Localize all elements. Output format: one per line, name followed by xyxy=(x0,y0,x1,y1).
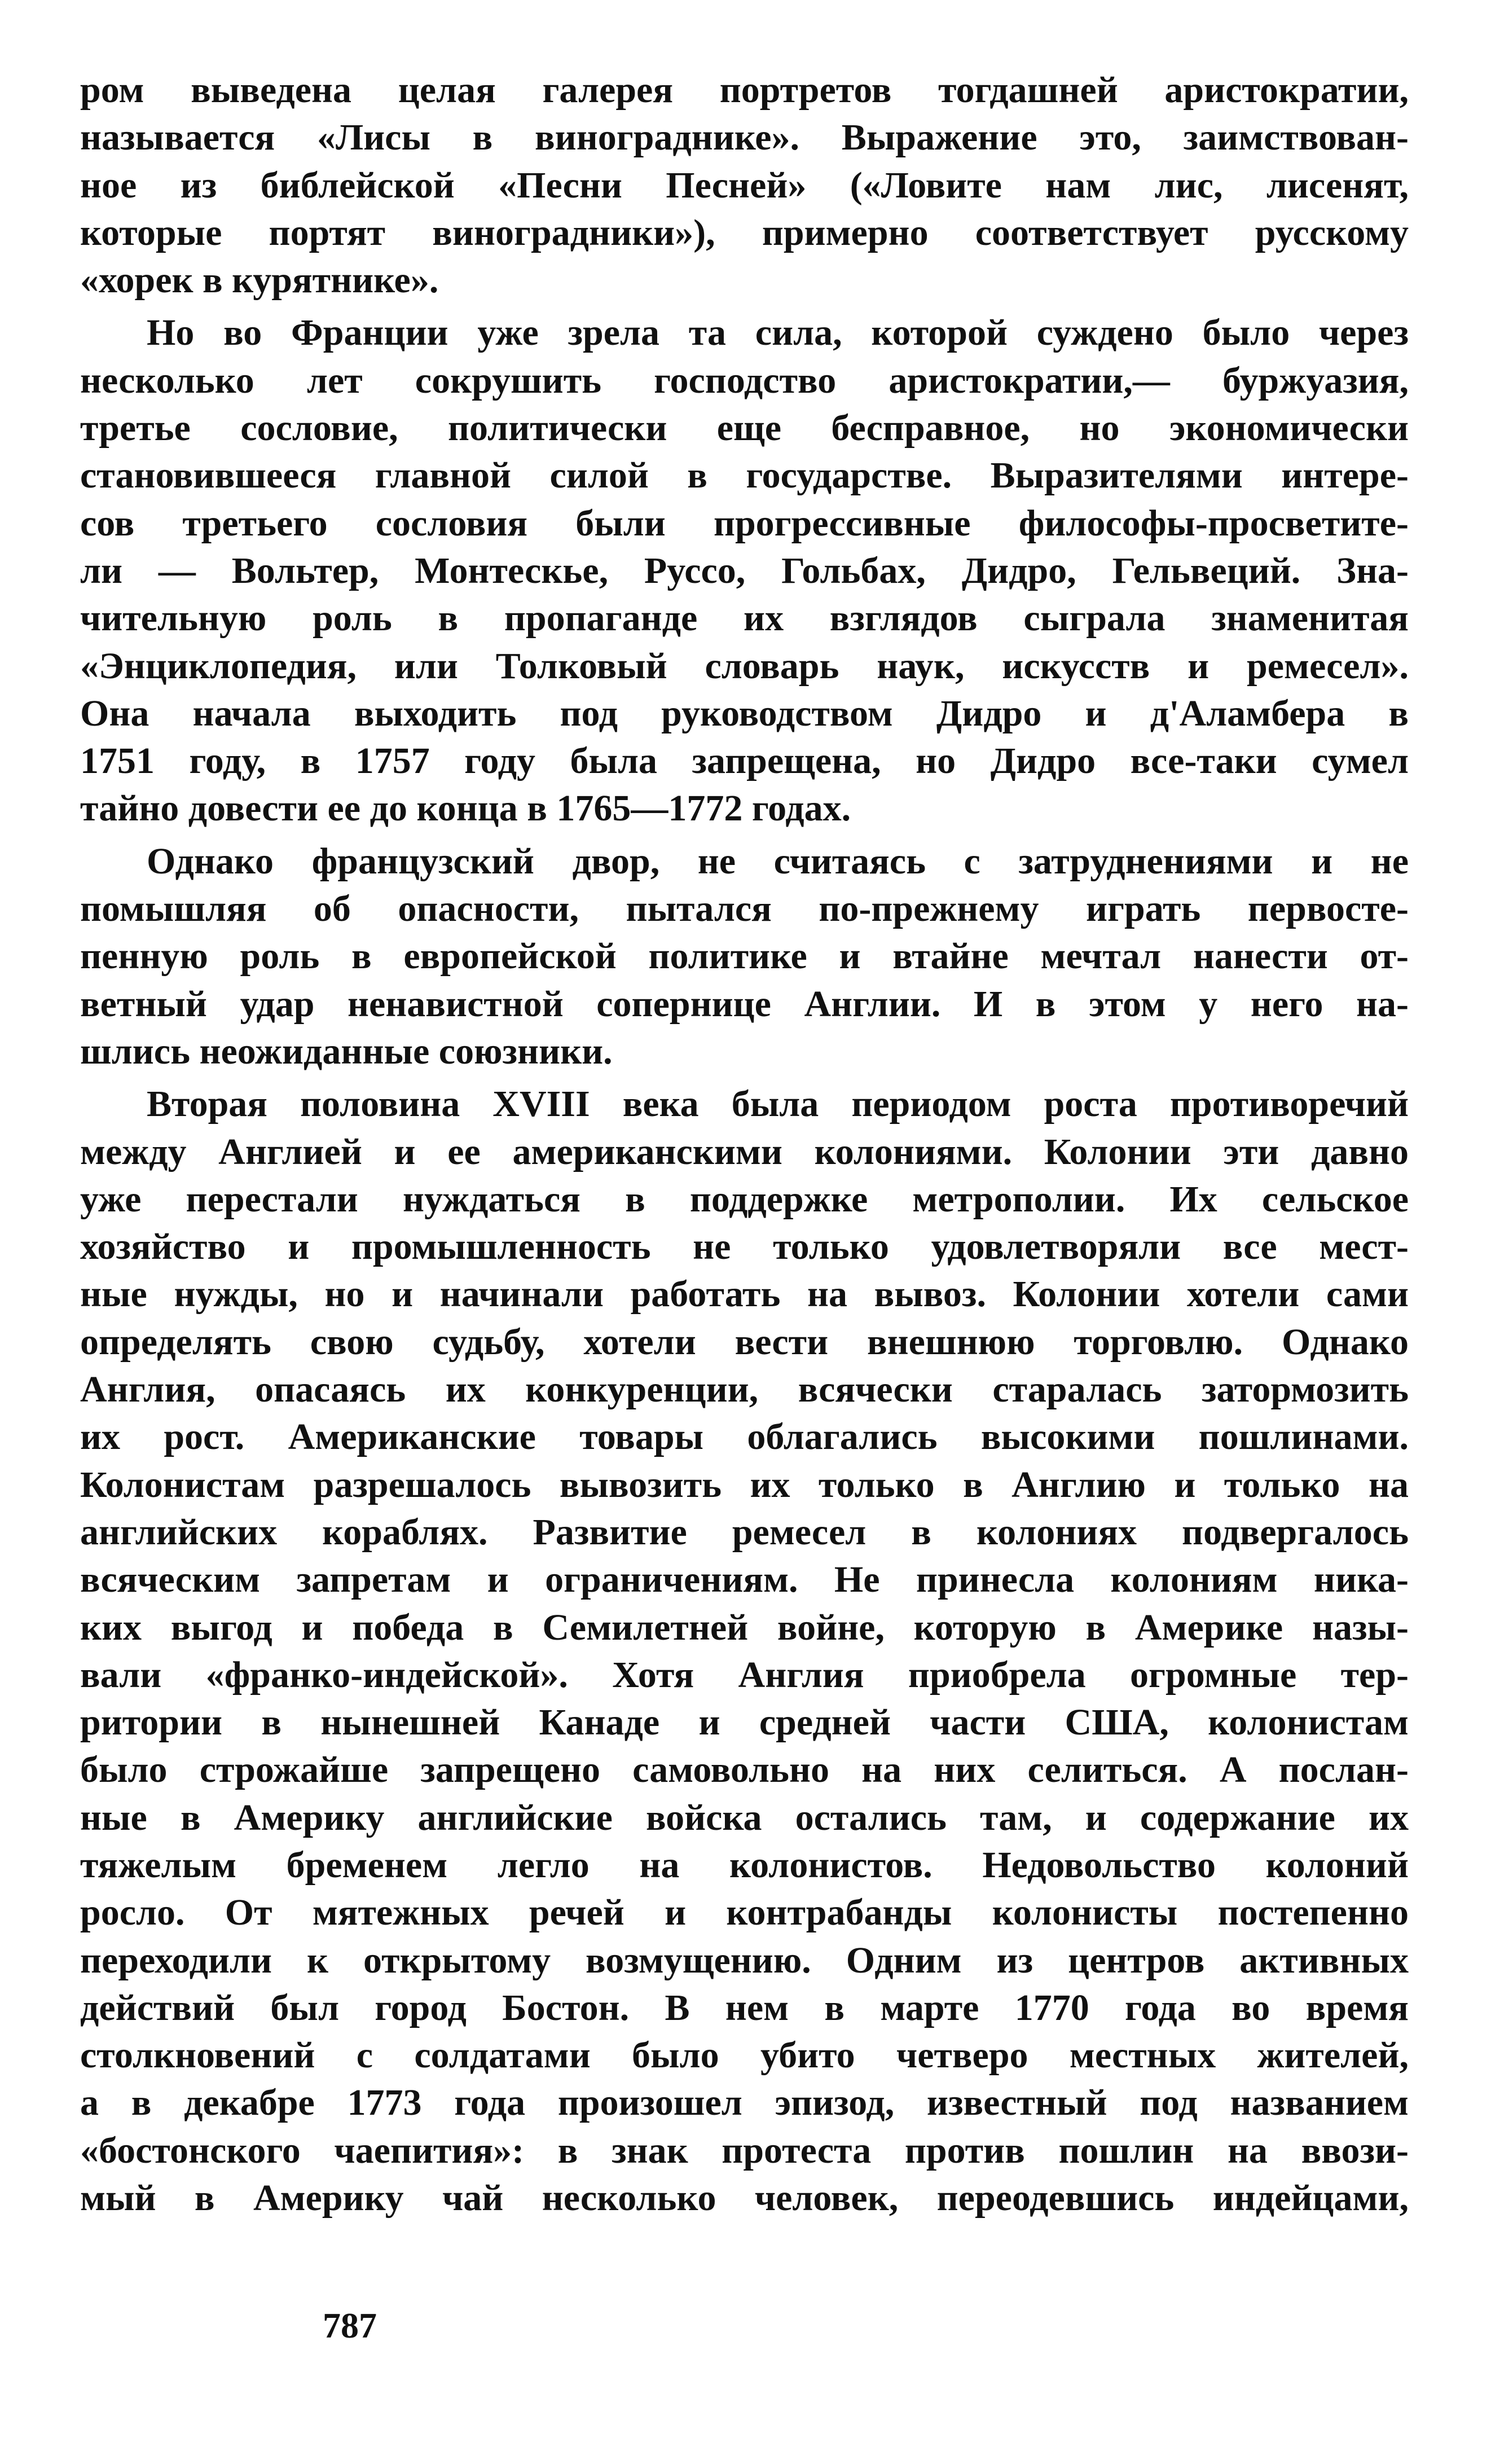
body-text xyxy=(80,67,1409,2222)
text-line: ких выгод и победа в Семилетней войне, которую в Америке назы- xyxy=(80,1606,1409,1648)
text-line: а в декабре 1773 года произошел эпизод, известный под названием xyxy=(80,2082,1409,2124)
text-line: которые портят виноградники»), примерно соответствует русскому xyxy=(80,212,1409,253)
text-line: ли — Вольтер, Монтескье, Руссо, Гольбах, Дидро, Гельвеций. Зна- xyxy=(80,550,1409,591)
text-line: «бостонского чаепития»: в знак протеста против пошлин на ввози- xyxy=(80,2129,1409,2171)
text-line: было строжайше запрещено самовольно на них селиться. А послан- xyxy=(80,1749,1409,1791)
text-line: ром выведена целая галерея портретов тогдашней аристократии, xyxy=(80,69,1409,111)
text-line: действий был город Бостон. В нем в марте 1770 года во время xyxy=(80,1987,1409,2028)
text-line: росло. От мятежных речей и контрабанды колонисты постепенно xyxy=(80,1892,1409,1934)
text-line: Она начала выходить под руководством Дидро и д'Аламбера в xyxy=(80,692,1409,734)
text-line: тяжелым бременем легло на колонистов. Недовольство колоний xyxy=(80,1844,1409,1886)
text-line: уже перестали нуждаться в поддержке метрополии. Их сельское xyxy=(80,1178,1409,1220)
text-line: ные нужды, но и начинали работать на вывоз. Колонии хотели сами xyxy=(80,1273,1409,1315)
text-line: мый в Америку чай несколько человек, переодевшись индейцами, xyxy=(80,2177,1409,2219)
text-line: «хорек в курятнике». xyxy=(80,260,439,301)
text-line: Но во Франции уже зрела та сила, которой суждено было через xyxy=(147,312,1409,354)
text-line: пенную роль в европейской политике и втайне мечтал нанести от- xyxy=(80,935,1409,977)
text-line: английских кораблях. Развитие ремесел в колониях подвергалось xyxy=(80,1511,1409,1553)
text-line: ные в Америку английские войска остались там, и содержание их xyxy=(80,1797,1409,1838)
text-line: помышляя об опасности, пытался по-прежнему играть первосте- xyxy=(80,888,1409,930)
paragraph-gap xyxy=(80,1075,1409,1081)
text-line: переходили к открытому возмущению. Одним из центров активных xyxy=(80,1939,1409,1981)
text-line: столкновений с солдатами было убито четверо местных жителей, xyxy=(80,2035,1409,2076)
text-line: становившееся главной силой в государстве. Выразителями интере- xyxy=(80,455,1409,497)
text-line: их рост. Американские товары облагались высокими пошлинами. xyxy=(80,1416,1409,1458)
text-line: «Энциклопедия, или Толковый словарь наук, искусств и ремесел». xyxy=(80,645,1409,687)
text-line: 1751 году, в 1757 году была запрещена, но Дидро все-таки сумел xyxy=(80,740,1409,782)
paragraph-gap xyxy=(80,304,1409,309)
text-line: всяческим запретам и ограничениям. Не принесла колониям ника- xyxy=(80,1559,1409,1601)
paragraph-gap xyxy=(80,833,1409,838)
text-line: чительную роль в пропаганде их взглядов сыграла знаменитая xyxy=(80,598,1409,639)
text-line: называется «Лисы в винограднике». Выражение это, заимствован- xyxy=(80,117,1409,159)
text-line: ное из библейской «Песни Песней» («Ловите нам лис, лисенят, xyxy=(80,164,1409,206)
text-line: Вторая половина XVIII века была периодом роста противоречий xyxy=(147,1083,1409,1125)
text-line: сов третьего сословия были прогрессивные философы-просветите- xyxy=(80,502,1409,544)
text-line: вали «франко-индейской». Хотя Англия приобрела огромные тер- xyxy=(80,1654,1409,1696)
text-line: определять свою судьбу, хотели вести внешнюю торговлю. Однако xyxy=(80,1321,1409,1363)
text-line: между Англией и ее американскими колониями. Колонии эти давно xyxy=(80,1131,1409,1172)
text-line: ветный удар ненавистной сопернице Англии. И в этом у него на- xyxy=(80,983,1409,1025)
text-line: хозяйство и промышленность не только удовлетворяли все мест- xyxy=(80,1226,1409,1268)
text-line: несколько лет сокрушить господство аристократии,— буржуазия, xyxy=(80,359,1409,401)
page-number: 787 xyxy=(323,2305,377,2346)
text-line: шлись неожиданные союзники. xyxy=(80,1030,613,1072)
text-line: тайно довести ее до конца в 1765—1772 годах. xyxy=(80,788,851,829)
text-line: ритории в нынешней Канаде и средней части США, колонистам xyxy=(80,1702,1409,1743)
text-line: Англия, опасаясь их конкуренции, всячески старалась затормозить xyxy=(80,1369,1409,1411)
text-line: Колонистам разрешалось вывозить их только в Англию и только на xyxy=(80,1464,1409,1505)
text-line: третье сословие, политически еще бесправное, но экономически xyxy=(80,407,1409,449)
text-line: Однако французский двор, не считаясь с затруднениями и не xyxy=(147,840,1409,882)
